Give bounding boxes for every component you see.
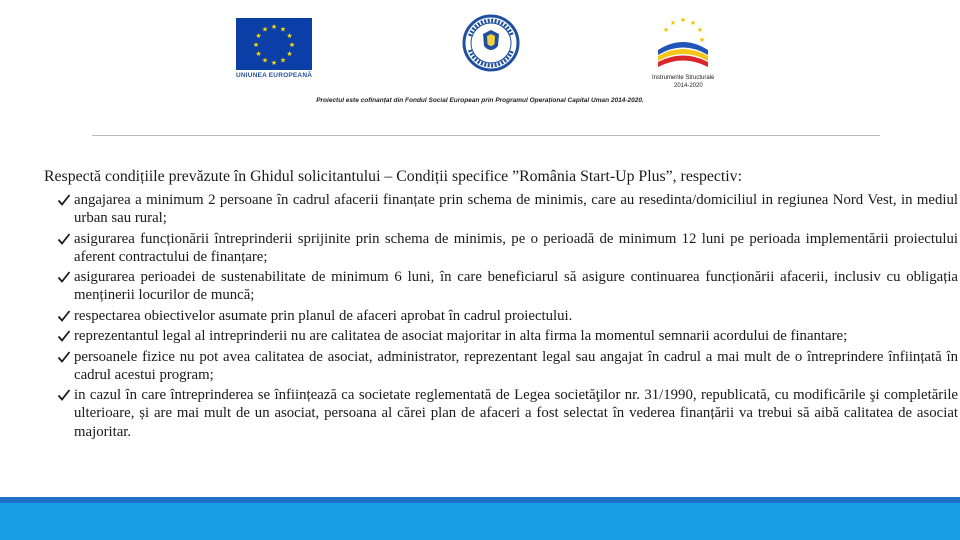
condition-text: asigurarea funcționării întreprinderii sprijinite prin schema de minimis, pe o perioadă de minimum 12 luni pe perioada implementării proiectului aferent contractului de finanțare; [74,230,958,265]
check-icon [57,232,71,246]
svg-text:★: ★ [261,56,269,65]
svg-text:★: ★ [286,50,293,58]
list-item [56,348,958,384]
svg-text:★: ★ [679,16,687,24]
condition-text: respectarea obiectivelor asumate prin planul de afaceri aprobat în cadrul proiectului. [74,307,573,324]
footer-accent-line [0,497,960,503]
instrumente-years: 2014-2020 [674,83,703,89]
svg-text:★: ★ [261,25,269,34]
list-item [56,191,958,227]
list-item [56,327,958,345]
list-item [56,230,958,266]
check-icon [57,270,71,284]
svg-text:★: ★ [279,56,287,65]
svg-text:★: ★ [286,32,293,40]
government-seal-icon [462,14,520,72]
header-divider [92,135,880,136]
conditions-intro: Respectă condițiile prevăzute în Ghidul solicitantului – Condiții specifice ”România Start-Up Plus”, respectiv: [44,168,742,185]
header-logos [0,0,960,125]
check-icon [57,350,71,364]
svg-text:★: ★ [255,32,262,40]
check-icon [57,193,71,207]
eu-flag-icon [236,18,312,70]
condition-text: persoanele fizice nu pot avea calitatea de asociat, administrator, reprezentant legal sau angajat în cadrul a mai mult de o întreprindere înființată în cadrul acestui program; [74,348,958,383]
condition-text: angajarea a minimum 2 persoane în cadrul afacerii finanțate prin schema de minimis, care au resedinta/domiciliul in regiunea Nord Vest, in mediul urban sau rural; [74,192,958,227]
svg-text:★: ★ [689,19,697,27]
list-item [56,268,958,304]
svg-text:★: ★ [252,41,260,49]
instrumente-title: Instrumente Structurale [652,75,715,81]
condition-text: in cazul în care întreprinderea se înființează ca societate reglementată de Legea societăţilor nr. 31/1990, republicată, cu modificările şi completările ulterioare, și are mai mult de un asociat, persoana al cărei plan de afaceri a fost selectat în vederea finanțării va trebui să aibă calitatea de asociat majoritar. [74,387,958,440]
svg-text:★: ★ [288,41,296,49]
svg-text:★: ★ [279,25,287,34]
conditions-list [56,191,958,443]
check-icon [57,329,71,343]
list-item [56,307,958,325]
svg-text:★: ★ [255,50,262,58]
instrumente-structurale-icon [648,12,718,72]
list-item [56,386,958,441]
project-cofinance-note: Proiectul este cofinanțat din Fondul Social European prin Programul Operațional Capital Uman 2014-2020. [316,97,644,104]
check-icon [57,309,71,323]
condition-text: reprezentantul legal al intreprinderii nu are calitatea de asociat majoritar in alta firma la momentul semnarii acordului de finantare; [74,328,848,345]
instrumente-label [652,74,742,90]
condition-text: asigurarea perioadei de sustenabilitate de minimum 6 luni, în care beneficiarul să asigure continuarea funcționării afacerii, inclusiv cu obligația menținerii locurilor de muncă; [74,269,958,304]
svg-text:★: ★ [662,26,670,34]
check-icon [57,388,71,402]
footer-bar [0,497,960,540]
svg-text:★: ★ [270,59,278,67]
eu-label: UNIUNEA EUROPEANĂ [236,72,313,79]
svg-text:★: ★ [698,36,706,44]
svg-text:★: ★ [270,23,278,31]
svg-text:★: ★ [669,19,677,27]
svg-text:★: ★ [696,26,704,34]
